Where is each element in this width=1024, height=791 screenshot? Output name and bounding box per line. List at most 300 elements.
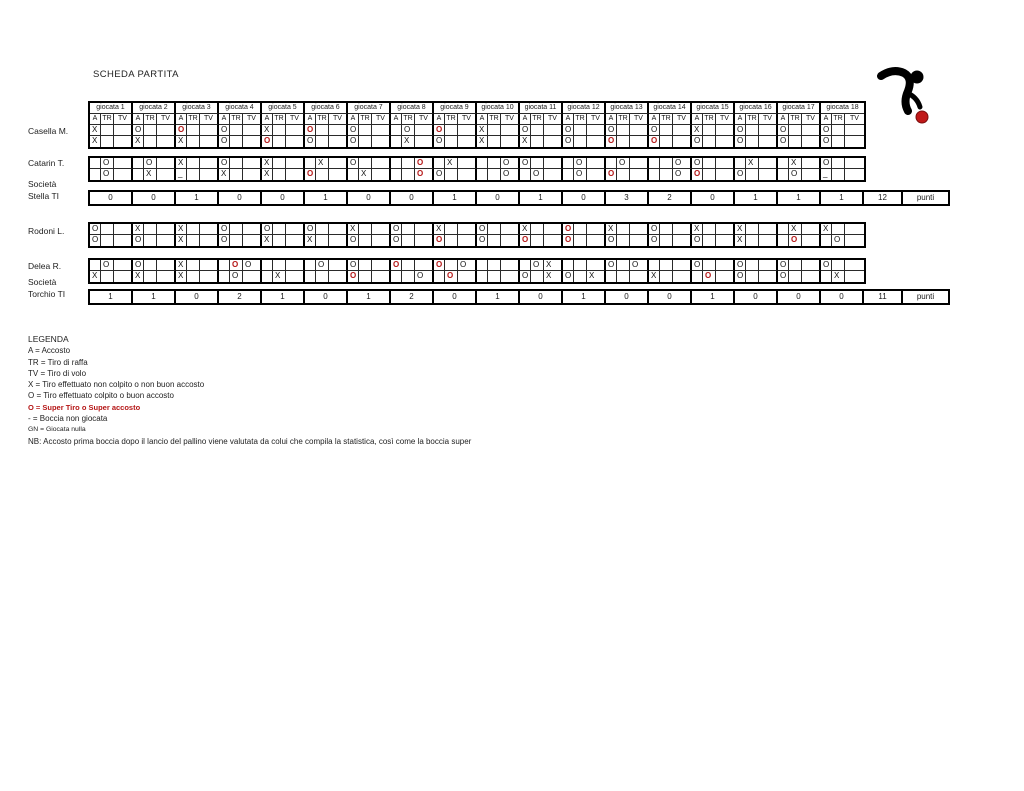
- game-header-giocata-18: giocata 18: [821, 103, 864, 114]
- stella-ti-total-g7: 0: [348, 192, 391, 204]
- catarin-t-row1-g5-tr: [273, 158, 286, 169]
- delea-r-row1-g14-tr: [660, 260, 673, 271]
- stella-ti-total-g6: 1: [305, 192, 348, 204]
- delea-r-row2-g13-tr: [617, 271, 630, 282]
- game-header-giocata-11: giocata 11: [520, 103, 563, 114]
- player-label-casella: Casella M.: [28, 126, 69, 136]
- delea-r-row2-g2-tr: [144, 271, 157, 282]
- catarin-t-row1-g17-tv: [802, 158, 821, 169]
- casella-m-row2-g3-tv: [200, 136, 219, 147]
- delea-r-row2-g4-tr: O: [230, 271, 243, 282]
- catarin-t-row2-g11-tv: [544, 169, 563, 180]
- subcol-header-g1-tr: TR: [101, 114, 114, 125]
- rodoni-l-row2-g15-tv: [716, 235, 735, 246]
- subcol-header-g1-tv: TV: [114, 114, 133, 125]
- delea-r-row2-g15-a: [692, 271, 703, 282]
- rodoni-l-row2-g8-tv: [415, 235, 434, 246]
- catarin-t-row2-g13-tr: [617, 169, 630, 180]
- torchio-ti-total-g18: 0: [821, 291, 864, 303]
- game-header-giocata-10: giocata 10: [477, 103, 520, 114]
- casella-m-row2-g12-a: O: [563, 136, 574, 147]
- casella-m-row1-g17-a: O: [778, 125, 789, 136]
- subcol-header-g17-tv: TV: [802, 114, 821, 125]
- casella-m-row2-g10-tv: [501, 136, 520, 147]
- delea-r-row2-g13-a: [606, 271, 617, 282]
- rodoni-l-row1-g14-tr: [660, 224, 673, 235]
- delea-r-row2-g18-tv: [845, 271, 864, 282]
- casella-m-row2-g18-a: O: [821, 136, 832, 147]
- delea-r-row2-g5-tr: X: [273, 271, 286, 282]
- delea-r-row2-g1-a: X: [90, 271, 101, 282]
- subcol-header-g7-tv: TV: [372, 114, 391, 125]
- casella-m-row1-g14-a: O: [649, 125, 660, 136]
- rodoni-l-row1-g1-a: O: [90, 224, 101, 235]
- catarin-t-row2-g12-a: [563, 169, 574, 180]
- casella-m-row1-g12-a: O: [563, 125, 574, 136]
- casella-m-row1-g15-tr: [703, 125, 716, 136]
- catarin-t-row2-g5-tv: [286, 169, 305, 180]
- catarin-t-row2-g3-tv: [200, 169, 219, 180]
- delea-r-row1-g15-tr: [703, 260, 716, 271]
- catarin-t-row1-g13-tv: [630, 158, 649, 169]
- delea-r-row2-g14-a: X: [649, 271, 660, 282]
- catarin-t-row1-g16-tr: X: [746, 158, 759, 169]
- catarin-t-row1-g15-tr: [703, 158, 716, 169]
- delea-r-row1-g12-tv: [587, 260, 606, 271]
- legend-line-o: O = Tiro effettuato colpito o buon accosto: [28, 391, 174, 401]
- delea-r-row2-g6-tv: [329, 271, 348, 282]
- catarin-t-row2-g11-tr: O: [531, 169, 544, 180]
- casella-m-row2-g18-tv: [845, 136, 864, 147]
- subcol-header-g6-tv: TV: [329, 114, 348, 125]
- rodoni-l-row2: [90, 235, 864, 246]
- catarin-t-row2-g1-tv: [114, 169, 133, 180]
- subcol-header-g5-tv: TV: [286, 114, 305, 125]
- delea-r-row2-g15-tr: O: [703, 271, 716, 282]
- catarin-t-row1-g18-a: O: [821, 158, 832, 169]
- delea-r-row2-g11-tr: [531, 271, 544, 282]
- delea-r-row2-g4-tv: [243, 271, 262, 282]
- catarin-t-row2-g8-tv: O: [415, 169, 434, 180]
- rodoni-l-row1-g15-tr: [703, 224, 716, 235]
- rodoni-l-row2-g14-a: O: [649, 235, 660, 246]
- rodoni-l-row2-g5-a: X: [262, 235, 273, 246]
- legend-line-tr: TR = Tiro di raffa: [28, 357, 88, 367]
- casella-m-row1-g11-a: O: [520, 125, 531, 136]
- catarin-t-row2-g16-a: O: [735, 169, 746, 180]
- catarin-t-row1-g6-a: [305, 158, 316, 169]
- delea-r-row1-g7-a: O: [348, 260, 359, 271]
- delea-r-row1-g16-a: O: [735, 260, 746, 271]
- delea-r-row1-g3-a: X: [176, 260, 187, 271]
- catarin-t-row1-g13-a: [606, 158, 617, 169]
- delea-r-row1-g3-tr: [187, 260, 200, 271]
- delea-r-row1-g9-a: O: [434, 260, 445, 271]
- casella-m-row1-g18-tv: [845, 125, 864, 136]
- subcol-header-g3-a: A: [176, 114, 187, 125]
- rodoni-l-row2-g9-tr: [445, 235, 458, 246]
- rodoni-l-row2-g7-a: O: [348, 235, 359, 246]
- casella-m-row1-g1-tr: [101, 125, 114, 136]
- delea-r-row1-g5-tr: [273, 260, 286, 271]
- rodoni-l-row2-g16-a: X: [735, 235, 746, 246]
- casella-m-row1-g17-tr: [789, 125, 802, 136]
- stella-ti-total-g17: 1: [778, 192, 821, 204]
- casella-m-row2-g13-tv: [630, 136, 649, 147]
- casella-m-row2-g10-a: X: [477, 136, 488, 147]
- legend-line-nb: NB: Accosto prima boccia dopo il lancio del pallino viene valutata da colui che compila la statistica, così come la boccia super: [28, 436, 472, 446]
- torchio-ti-grand-total: 11: [864, 291, 903, 303]
- rodoni-l-row2-g12-tr: [574, 235, 587, 246]
- rodoni-l-row2-g13-tr: [617, 235, 630, 246]
- rodoni-l-row2-g7-tv: [372, 235, 391, 246]
- casella-m-row1-g7-tr: [359, 125, 372, 136]
- delea-r-row1-g7-tr: [359, 260, 372, 271]
- casella-m-row2-g6-tr: [316, 136, 329, 147]
- game-header-giocata-7: giocata 7: [348, 103, 391, 114]
- subcol-header-g4-tr: TR: [230, 114, 243, 125]
- catarin-t-row2-g2-a: [133, 169, 144, 180]
- catarin-t-row2-g9-tr: [445, 169, 458, 180]
- casella-m-row2-g4-tr: [230, 136, 243, 147]
- casella-m-row1-g4-tv: [243, 125, 262, 136]
- rodoni-l-row2-g2-tr: [144, 235, 157, 246]
- stella-ti-total-g4: 0: [219, 192, 262, 204]
- catarin-t-row2-g7-tr: X: [359, 169, 372, 180]
- game-header-giocata-12: giocata 12: [563, 103, 606, 114]
- rodoni-l-row1-g4-tv: [243, 224, 262, 235]
- stella-ti-total-g8: 0: [391, 192, 434, 204]
- torchio-ti-total-g11: 0: [520, 291, 563, 303]
- casella-m-row1-g3-a: O: [176, 125, 187, 136]
- casella-m-row1-g15-a: X: [692, 125, 703, 136]
- rodoni-l-row2-g16-tv: [759, 235, 778, 246]
- catarin-t-row2-g14-a: [649, 169, 660, 180]
- catarin-t-row2-g7-tv: [372, 169, 391, 180]
- casella-m-row1-g2-tv: [157, 125, 176, 136]
- casella-m-row2-g6-tv: [329, 136, 348, 147]
- casella-m-row2-g15-a: O: [692, 136, 703, 147]
- catarin-t-row1-g7-tv: [372, 158, 391, 169]
- delea-r-row1-g11-a: [520, 260, 531, 271]
- catarin-t-row2-g5-a: X: [262, 169, 273, 180]
- totals-row-stella: [88, 190, 950, 206]
- catarin-t-row1-g1-tv: [114, 158, 133, 169]
- delea-r-row1-g8-tr: [402, 260, 415, 271]
- stella-ti-total-g9: 1: [434, 192, 477, 204]
- catarin-t-row2-g17-a: [778, 169, 789, 180]
- rodoni-l-row1-g4-tr: [230, 224, 243, 235]
- delea-r-row2-g1-tr: [101, 271, 114, 282]
- rodoni-l-row2-g10-a: O: [477, 235, 488, 246]
- catarin-t-row1-g12-a: [563, 158, 574, 169]
- rodoni-l-row1-g16-tr: [746, 224, 759, 235]
- delea-r-row1-g2-a: O: [133, 260, 144, 271]
- casella-m-row1-g12-tv: [587, 125, 606, 136]
- casella-m-row2-g9-tv: [458, 136, 477, 147]
- rodoni-l-row1-g16-tv: [759, 224, 778, 235]
- casella-m-row2-g18-tr: [832, 136, 845, 147]
- catarin-t-row2-g18-a: _: [821, 169, 832, 180]
- casella-m-row2-g6-a: O: [305, 136, 316, 147]
- catarin-t-row1-g17-tr: X: [789, 158, 802, 169]
- casella-m-row2-g5-tr: [273, 136, 286, 147]
- scoresheet-table-catarin: [88, 156, 866, 182]
- rodoni-l-row1-g5-a: O: [262, 224, 273, 235]
- bocce-player-logo-icon: [877, 67, 933, 125]
- subcol-header-g16-tv: TV: [759, 114, 778, 125]
- subcol-header-g10-tv: TV: [501, 114, 520, 125]
- subcol-header-g1-a: A: [90, 114, 101, 125]
- subcol-header-g5-a: A: [262, 114, 273, 125]
- casella-m-row2-g8-tr: X: [402, 136, 415, 147]
- catarin-t-row2-g14-tv: O: [673, 169, 692, 180]
- rodoni-l-row1-g18-a: X: [821, 224, 832, 235]
- delea-r-row1-g7-tv: [372, 260, 391, 271]
- rodoni-l-row1-g6-tr: [316, 224, 329, 235]
- subcol-header-g14-tr: TR: [660, 114, 673, 125]
- rodoni-l-row1-g6-tv: [329, 224, 348, 235]
- delea-r-row2-g12-a: O: [563, 271, 574, 282]
- catarin-t-row2-g15-a: O: [692, 169, 703, 180]
- rodoni-l-row1-g12-tv: [587, 224, 606, 235]
- torchio-ti-total-g8: 2: [391, 291, 434, 303]
- catarin-t-row2-g5-tr: [273, 169, 286, 180]
- delea-r-row1-g1-tr: O: [101, 260, 114, 271]
- catarin-t-row1-g14-tr: [660, 158, 673, 169]
- torchio-ti-totals: [90, 291, 948, 303]
- catarin-t-row2-g9-tv: [458, 169, 477, 180]
- delea-r-row1-g14-tv: [673, 260, 692, 271]
- rodoni-l-row2-g17-tv: [802, 235, 821, 246]
- subcol-header-row: [90, 114, 864, 125]
- casella-m-row1-g1-tv: [114, 125, 133, 136]
- catarin-t-row2-g18-tv: [845, 169, 864, 180]
- subcol-header-g12-tr: TR: [574, 114, 587, 125]
- catarin-t-row2-g6-a: O: [305, 169, 316, 180]
- casella-m-row1-g2-tr: [144, 125, 157, 136]
- team-label-stella-line2: Stella TI: [28, 191, 60, 201]
- team-label-torchio-line1: Società: [28, 277, 57, 287]
- catarin-t-row2-g15-tv: [716, 169, 735, 180]
- catarin-t-row1-g18-tv: [845, 158, 864, 169]
- casella-m-row1-g13-tv: [630, 125, 649, 136]
- casella-m-row2-g1-tr: [101, 136, 114, 147]
- subcol-header-g13-a: A: [606, 114, 617, 125]
- delea-r-row1-g13-tv: O: [630, 260, 649, 271]
- scoresheet-table-casella: [88, 101, 866, 149]
- subcol-header-g3-tv: TV: [200, 114, 219, 125]
- rodoni-l-row2-g3-tv: [200, 235, 219, 246]
- casella-m-row2-g11-a: X: [520, 136, 531, 147]
- casella-m-row1-g4-a: O: [219, 125, 230, 136]
- subcol-header-g8-tv: TV: [415, 114, 434, 125]
- subcol-header-g14-a: A: [649, 114, 660, 125]
- rodoni-l-row2-g17-a: [778, 235, 789, 246]
- game-header-giocata-6: giocata 6: [305, 103, 348, 114]
- delea-r-row2-g12-tv: X: [587, 271, 606, 282]
- subcol-header-g12-tv: TV: [587, 114, 606, 125]
- scoresheet-table-delea: [88, 258, 866, 284]
- rodoni-l-row1-g8-tr: [402, 224, 415, 235]
- rodoni-l-row2-g1-tr: [101, 235, 114, 246]
- casella-m-row2-g14-a: O: [649, 136, 660, 147]
- catarin-t-row1-g2-tr: O: [144, 158, 157, 169]
- player-label-delea: Delea R.: [28, 261, 62, 271]
- casella-m-row1-g15-tv: [716, 125, 735, 136]
- casella-m-row1-g5-tv: [286, 125, 305, 136]
- torchio-ti-total-g1: 1: [90, 291, 133, 303]
- delea-r-row2-g16-tr: [746, 271, 759, 282]
- casella-m-row2-g8-tv: [415, 136, 434, 147]
- subcol-header-g7-a: A: [348, 114, 359, 125]
- subcol-header-g15-a: A: [692, 114, 703, 125]
- casella-m-row2-g14-tv: [673, 136, 692, 147]
- casella-m-row2-g1-a: X: [90, 136, 101, 147]
- legend-line-gn: GN = Giocata nulla: [28, 426, 86, 434]
- delea-r-row2-g7-tv: [372, 271, 391, 282]
- delea-r-row2-g3-tr: [187, 271, 200, 282]
- casella-m-row1-g10-tv: [501, 125, 520, 136]
- casella-m-row1-g4-tr: [230, 125, 243, 136]
- rodoni-l-row2-g18-tv: [845, 235, 864, 246]
- game-header-giocata-2: giocata 2: [133, 103, 176, 114]
- delea-r-row2-g17-tr: [789, 271, 802, 282]
- casella-m-row1-g7-tv: [372, 125, 391, 136]
- catarin-t-row1-g3-tr: [187, 158, 200, 169]
- catarin-t-row1-g9-a: [434, 158, 445, 169]
- subcol-header-g18-tr: TR: [832, 114, 845, 125]
- subcol-header-g9-tv: TV: [458, 114, 477, 125]
- casella-m-row1-g2-a: O: [133, 125, 144, 136]
- casella-m-row2-g15-tv: [716, 136, 735, 147]
- rodoni-l-row2-g15-a: O: [692, 235, 703, 246]
- rodoni-l-row2-g2-a: O: [133, 235, 144, 246]
- catarin-t-row2-g7-a: [348, 169, 359, 180]
- torchio-ti-total-g3: 0: [176, 291, 219, 303]
- rodoni-l-row1-g13-tr: [617, 224, 630, 235]
- rodoni-l-row2-g11-tv: [544, 235, 563, 246]
- casella-m-row2-g12-tv: [587, 136, 606, 147]
- stella-ti-totals: [90, 192, 948, 204]
- catarin-t-row1-g15-tv: [716, 158, 735, 169]
- rodoni-l-row1-g9-tv: [458, 224, 477, 235]
- catarin-t-row2-g4-tv: [243, 169, 262, 180]
- player-label-catarin: Catarin T.: [28, 158, 65, 168]
- stella-ti-punti-label: punti: [916, 193, 935, 202]
- casella-m-row2-g3-a: X: [176, 136, 187, 147]
- subcol-header-g16-tr: TR: [746, 114, 759, 125]
- rodoni-l-row1-g16-a: X: [735, 224, 746, 235]
- casella-m-row2-g2-tv: [157, 136, 176, 147]
- game-header-giocata-5: giocata 5: [262, 103, 305, 114]
- delea-r-row1-g17-a: O: [778, 260, 789, 271]
- rodoni-l-row1-g1-tr: [101, 224, 114, 235]
- casella-m-row2-g5-a: O: [262, 136, 273, 147]
- catarin-t-row2-g4-a: X: [219, 169, 230, 180]
- rodoni-l-row1-g13-tv: [630, 224, 649, 235]
- subcol-header-g13-tr: TR: [617, 114, 630, 125]
- rodoni-l-row1: [90, 224, 864, 235]
- team-label-torchio-line2: Torchio TI: [28, 289, 66, 299]
- rodoni-l-row2-g4-a: O: [219, 235, 230, 246]
- rodoni-l-row2-g15-tr: [703, 235, 716, 246]
- casella-m-row2-g9-a: O: [434, 136, 445, 147]
- legend: [28, 334, 471, 447]
- team-label-stella-line1: Società: [28, 179, 57, 189]
- delea-r-row2-g7-a: O: [348, 271, 359, 282]
- rodoni-l-row1-g2-a: X: [133, 224, 144, 235]
- catarin-t-row2-g12-tr: O: [574, 169, 587, 180]
- rodoni-l-row1-g2-tv: [157, 224, 176, 235]
- casella-m-row1-g17-tv: [802, 125, 821, 136]
- stella-ti-total-g12: 0: [563, 192, 606, 204]
- catarin-t-row1-g12-tr: O: [574, 158, 587, 169]
- delea-r-row1-g9-tr: [445, 260, 458, 271]
- catarin-t-row1-g1-tr: O: [101, 158, 114, 169]
- catarin-t-row2-g8-tr: [402, 169, 415, 180]
- rodoni-l-row2-g12-tv: [587, 235, 606, 246]
- torchio-ti-total-g12: 1: [563, 291, 606, 303]
- casella-m-row1-g6-a: O: [305, 125, 316, 136]
- delea-r-row1-g10-tr: [488, 260, 501, 271]
- rodoni-l-row1-g4-a: O: [219, 224, 230, 235]
- delea-r-row1-g11-tr: O: [531, 260, 544, 271]
- casella-m-row2-g7-tr: [359, 136, 372, 147]
- catarin-t-row2-g1-a: [90, 169, 101, 180]
- casella-m-row2-g13-a: O: [606, 136, 617, 147]
- game-header-giocata-13: giocata 13: [606, 103, 649, 114]
- catarin-t-row1-g14-tv: O: [673, 158, 692, 169]
- game-header-giocata-17: giocata 17: [778, 103, 821, 114]
- rodoni-l-row1-g12-tr: [574, 224, 587, 235]
- torchio-ti-total-g4: 2: [219, 291, 262, 303]
- catarin-t-row1-g3-tv: [200, 158, 219, 169]
- rodoni-l-row1-g17-tv: [802, 224, 821, 235]
- delea-r-row2-g10-tr: [488, 271, 501, 282]
- rodoni-l-row2-g9-a: O: [434, 235, 445, 246]
- catarin-t-row2-g6-tr: [316, 169, 329, 180]
- delea-r-row1-g5-tv: [286, 260, 305, 271]
- casella-m-row1-g13-a: O: [606, 125, 617, 136]
- legend-line-a: A = Accosto: [28, 346, 71, 356]
- catarin-t-row2-g3-tr: [187, 169, 200, 180]
- subcol-header-g17-a: A: [778, 114, 789, 125]
- catarin-t-row1-g4-tr: [230, 158, 243, 169]
- catarin-t-row1-g5-a: X: [262, 158, 273, 169]
- casella-m-row2-g10-tr: [488, 136, 501, 147]
- casella-m-row1-g16-tv: [759, 125, 778, 136]
- delea-r-row1-g13-tr: [617, 260, 630, 271]
- rodoni-l-row1-g11-a: X: [520, 224, 531, 235]
- casella-m-row2-g14-tr: [660, 136, 673, 147]
- rodoni-l-row2-g1-tv: [114, 235, 133, 246]
- casella-m-row1-g18-a: O: [821, 125, 832, 136]
- catarin-t-row2-g10-a: [477, 169, 488, 180]
- subcol-header-g10-tr: TR: [488, 114, 501, 125]
- torchio-ti-total-g13: 0: [606, 291, 649, 303]
- game-header-giocata-15: giocata 15: [692, 103, 735, 114]
- rodoni-l-row2-g14-tr: [660, 235, 673, 246]
- rodoni-l-row2-g3-tr: [187, 235, 200, 246]
- stella-ti-total-g10: 0: [477, 192, 520, 204]
- catarin-t-row2-g12-tv: [587, 169, 606, 180]
- rodoni-l-row2-g14-tv: [673, 235, 692, 246]
- catarin-t-row2-g9-a: O: [434, 169, 445, 180]
- rodoni-l-row2-g13-a: O: [606, 235, 617, 246]
- catarin-t-row2-g17-tr: O: [789, 169, 802, 180]
- casella-m-row1-g12-tr: [574, 125, 587, 136]
